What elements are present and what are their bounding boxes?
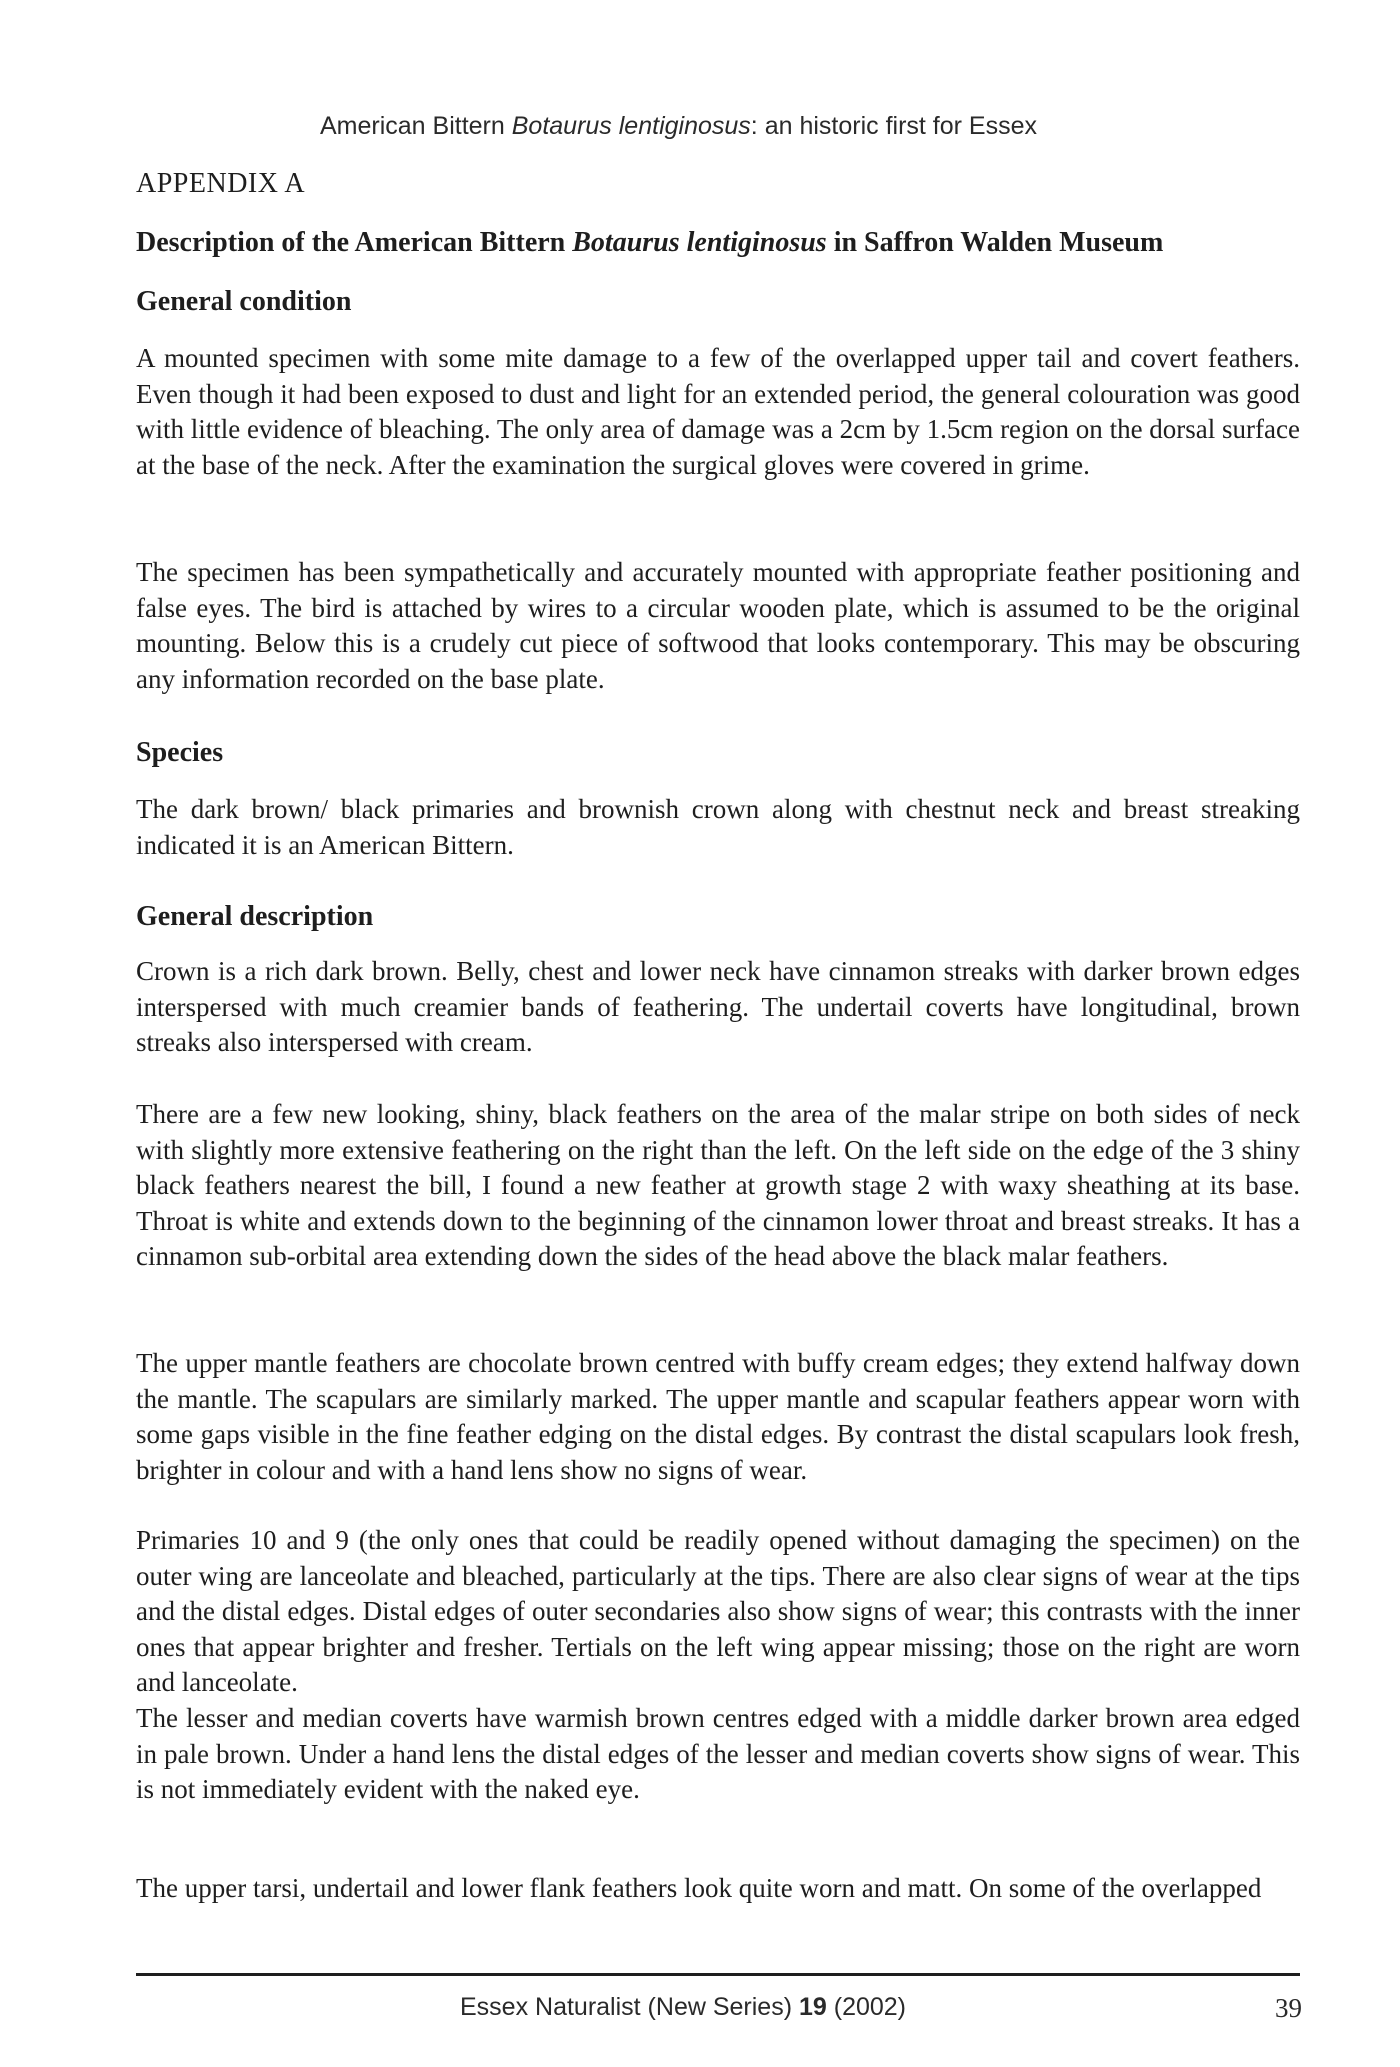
running-head-prefix: American Bittern [320,112,512,140]
journal-name: Essex Naturalist (New Series) [460,1993,799,2021]
paragraph: Primaries 10 and 9 (the only ones that could be readily opened without damaging the specimen) on the outer wing are lanceolate and bleached, particularly at the tips. There are also clear signs of wear at the tips and the distal edges. Distal edges of outer secondaries also show signs of wear; this contrasts with the inner ones that appear brighter and fresher. Tertials on the left wing appear missing; those on the right are worn and lanceolate. [136,1525,1300,1697]
appendix-label: APPENDIX A [136,168,306,199]
title-species: Botaurus lentiginosus [572,227,827,258]
running-head-suffix: : an historic first for Essex [750,112,1037,140]
heading-species: Species [136,737,224,768]
title-prefix: Description of the American Bittern [136,227,573,258]
paragraph: The upper tarsi, undertail and lower flank feathers look quite worn and matt. On some of the overlapped [136,1873,1262,1903]
paragraph: Crown is a rich dark brown. Belly, chest and lower neck have cinnamon streaks with darker brown edges interspersed with much creamier bands of feathering. The undertail coverts have longitudinal, brown streaks also interspersed with cream. [136,956,1300,1057]
paragraph: A mounted specimen with some mite damage to a few of the overlapped upper tail and covert feathers. Even though it had been exposed to dust and light for an extended period, the general colouration was good with little evidence of bleaching. The only area of damage was a 2cm by 1.5cm region on the dorsal surface at the base of the neck. After the examination the surgical gloves were covered in grime. [136,343,1300,480]
running-head [320,112,1120,141]
page-number: 39 [1275,1993,1302,2023]
title-suffix: in Saffron Walden Museum [826,227,1164,258]
heading-general-description: General description [136,901,374,932]
journal-citation [460,1993,980,2022]
journal-year: (2002) [826,1993,907,2021]
footer-rule [136,1973,1300,1976]
running-head-species: Botaurus lentiginosus [511,112,751,140]
journal-volume: 19 [798,1993,827,2021]
paragraph: The upper mantle feathers are chocolate brown centred with buffy cream edges; they extend halfway down the mantle. The scapulars are similarly marked. The upper mantle and scapular feathers appear worn with some gaps visible in the fine feather edging on the distal edges. By contrast the distal scapulars look fresh, brighter in colour and with a hand lens show no signs of wear. [136,1348,1300,1485]
section-title [136,227,1300,259]
paragraph: There are a few new looking, shiny, black feathers on the area of the malar stripe on both sides of neck with slightly more extensive feathering on the right than the left. On the left side on the edge of the 3 shiny black feathers nearest the bill, I found a new feather at growth stage 2 with waxy sheathing at its base. Throat is white and extends down to the beginning of the cinnamon lower throat and breast streaks. It has a cinnamon sub-orbital area extending down the sides of the head above the black malar feathers. [136,1099,1300,1271]
paragraph: The lesser and median coverts have warmish brown centres edged with a middle darker brown area edged in pale brown. Under a hand lens the distal edges of the lesser and median coverts show signs of wear. This is not immediately evident with the naked eye. [136,1703,1300,1804]
heading-general-condition: General condition [136,286,352,317]
paragraph: The dark brown/ black primaries and brownish crown along with chestnut neck and breast streaking indicated it is an American Bittern. [136,794,1300,860]
paragraph: The specimen has been sympathetically and accurately mounted with appropriate feather positioning and false eyes. The bird is attached by wires to a circular wooden plate, which is assumed to be the original mounting. Below this is a crudely cut piece of softwood that looks contemporary. This may be obscuring any information recorded on the base plate. [136,557,1300,694]
